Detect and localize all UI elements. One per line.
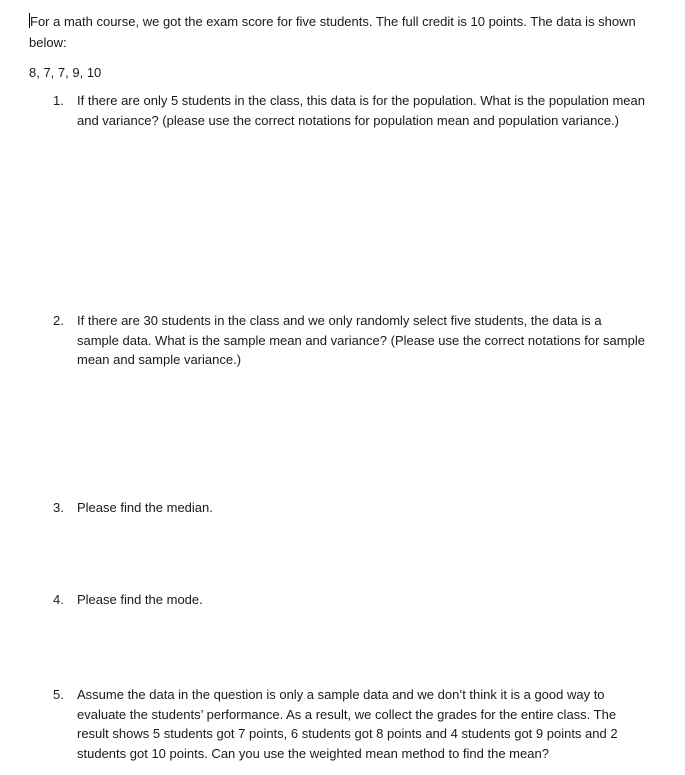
intro-text: For a math course, we got the exam score for five students. The full credit is 10 points. The data is shown below: <box>29 14 636 50</box>
question-3-text: Please find the median. <box>77 500 213 515</box>
question-2-number: 2. <box>53 313 64 328</box>
question-2-text: If there are 30 students in the class and we only randomly select five students, the data is a sample data. What is the sample mean and variance? (Please use the correct notations for sample mean and sample variance.) <box>77 313 645 367</box>
question-3 <box>53 498 653 518</box>
question-5 <box>53 685 653 763</box>
question-4-number: 4. <box>53 592 64 607</box>
question-1-number: 1. <box>53 93 64 108</box>
question-2 <box>53 311 653 370</box>
intro-paragraph <box>29 11 649 53</box>
question-1-text: If there are only 5 students in the class, this data is for the population. What is the population mean and variance? (please use the correct notations for population mean and population variance.) <box>77 93 646 128</box>
data-values: 8, 7, 7, 9, 10 <box>29 65 102 80</box>
question-5-number: 5. <box>53 687 64 702</box>
question-1 <box>53 91 653 130</box>
question-4 <box>53 590 653 610</box>
question-4-text: Please find the mode. <box>77 592 203 607</box>
question-3-number: 3. <box>53 500 64 515</box>
question-5-text: Assume the data in the question is only a sample data and we don’t think it is a good way to evaluate the students’ performance. As a result, we collect the grades for the entire class. The result shows 5 students got 7 points, 6 students got 8 points and 4 students got 9 points and 2 students got 10 points. Can you use the weighted mean method to find the mean? <box>77 687 618 761</box>
